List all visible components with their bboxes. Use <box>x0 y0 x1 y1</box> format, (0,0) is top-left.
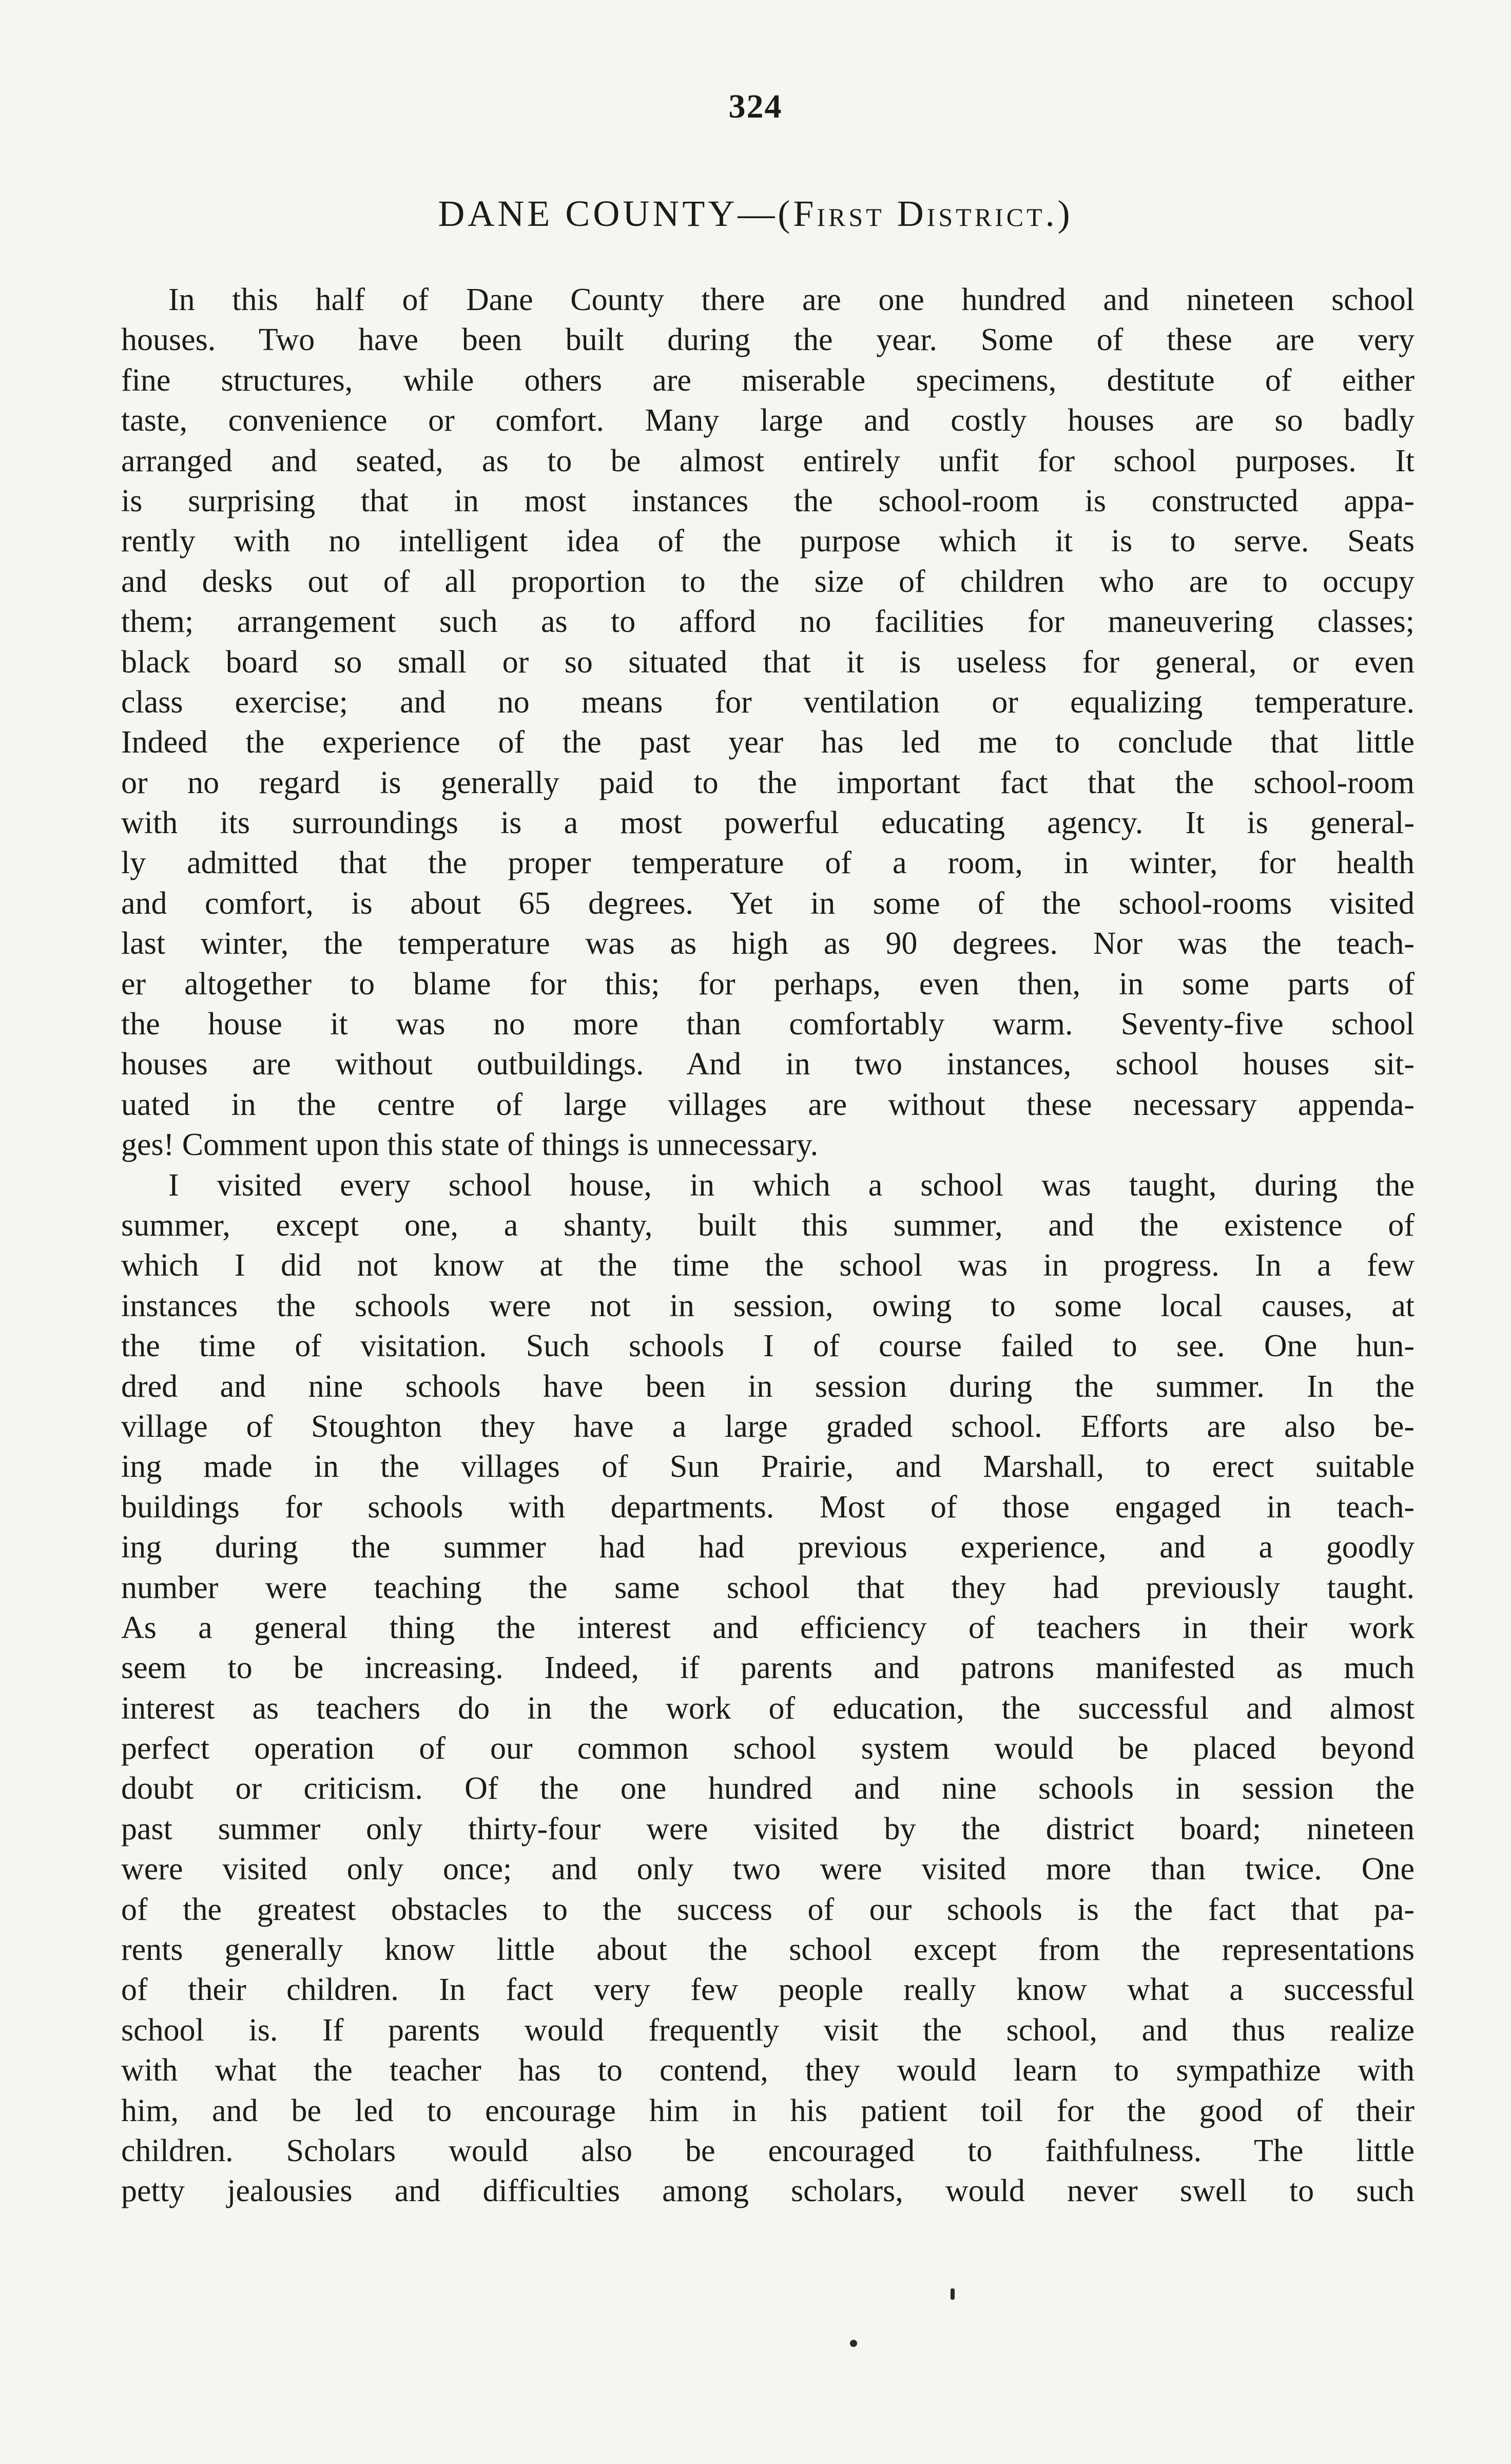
text-line: summer, except one, a shanty, built this summer, and the existence of <box>121 1207 1415 1243</box>
text-line: them; arrangement such as to afford no facilities for maneuvering classes; <box>121 604 1415 640</box>
scan-speck <box>951 2288 955 2300</box>
text-line: or no regard is generally paid to the important fact that the school-room <box>121 765 1415 800</box>
text-line: seem to be increasing. Indeed, if parents and patrons manifested as much <box>121 1650 1415 1686</box>
text-line: interest as teachers do in the work of education, the successful and almost <box>121 1690 1415 1726</box>
text-line: houses. Two have been built during the year. Some of these are very <box>121 322 1415 358</box>
text-line: fine structures, while others are miserable specimens, destitute of either <box>121 362 1415 398</box>
text-line: is surprising that in most instances the school-room is constructed appa- <box>121 483 1415 518</box>
text-line: In this half of Dane County there are one hundred and nineteen school <box>168 282 1415 317</box>
text-line: er altogether to blame for this; for perhaps, even then, in some parts of <box>121 966 1415 1002</box>
text-line: rently with no intelligent idea of the purpose which it is to serve. Seats <box>121 524 1415 559</box>
text-line: past summer only thirty-four were visited by the district board; nineteen <box>121 1811 1415 1846</box>
text-line: black board so small or so situated that it is useless for general, or even <box>121 644 1415 680</box>
text-line: I visited every school house, in which a school was taught, during the <box>168 1167 1415 1203</box>
text-line: with its surroundings is a most powerful educating agency. It is general- <box>121 805 1415 841</box>
text-line: Indeed the experience of the past year has led me to conclude that little <box>121 725 1415 760</box>
text-line: children. Scholars would also be encouraged to faithfulness. The little <box>121 2133 1415 2168</box>
text-line: village of Stoughton they have a large graded school. Efforts are also be- <box>121 1409 1415 1444</box>
text-line: rents generally know little about the school except from the representations <box>121 1932 1415 1968</box>
text-line: doubt or criticism. Of the one hundred and nine schools in session the <box>121 1771 1415 1806</box>
text-line: school is. If parents would frequently visit the school, and thus realize <box>121 2012 1415 2048</box>
text-line: houses are without outbuildings. And in two instances, school houses sit- <box>121 1047 1415 1082</box>
text-line: with what the teacher has to contend, they would learn to sympathize with <box>121 2053 1415 2088</box>
text-line: petty jealousies and difficulties among scholars, would never swell to such <box>121 2173 1415 2209</box>
page-number: 324 <box>728 88 783 125</box>
text-line: ing during the summer had had previous experience, and a goodly <box>121 1530 1415 1565</box>
text-line: and comfort, is about 65 degrees. Yet in some of the school-rooms visited <box>121 886 1415 921</box>
paragraph-2 <box>121 1165 1415 2211</box>
text-line: and desks out of all proportion to the size of children who are to occupy <box>121 564 1415 599</box>
scan-speck <box>850 2340 857 2347</box>
text-line: number were teaching the same school that they had previously taught. <box>121 1570 1415 1605</box>
text-line: were visited only once; and only two were visited more than twice. One <box>121 1852 1415 1887</box>
paragraph-1 <box>121 280 1415 1165</box>
text-line: ly admitted that the proper temperature of a room, in winter, for health <box>121 845 1415 881</box>
text-line: dred and nine schools have been in session during the summer. In the <box>121 1369 1415 1404</box>
body-text <box>121 280 1415 2211</box>
text-line: instances the schools were not in session, owing to some local causes, at <box>121 1288 1415 1323</box>
text-line: class exercise; and no means for ventilation or equalizing temperature. <box>121 684 1415 720</box>
text-line: taste, convenience or comfort. Many large and costly houses are so badly <box>121 403 1415 438</box>
text-line: the house it was no more than comfortably warm. Seventy-five school <box>121 1007 1415 1042</box>
heading-district: (First District.) <box>778 193 1073 234</box>
text-line: of the greatest obstacles to the success of our schools is the fact that pa- <box>121 1892 1415 1927</box>
heading-county: DANE COUNTY <box>438 193 738 234</box>
text-line: As a general thing the interest and efficiency of teachers in their work <box>121 1610 1415 1645</box>
text-line: which I did not know at the time the school was in progress. In a few <box>121 1248 1415 1283</box>
text-line: him, and be led to encourage him in his patient toil for the good of their <box>121 2093 1415 2128</box>
text-line: perfect operation of our common school system would be placed beyond <box>121 1731 1415 1766</box>
text-line: arranged and seated, as to be almost entirely unfit for school purposes. It <box>121 443 1415 478</box>
text-line: ing made in the villages of Sun Prairie, and Marshall, to erect suitable <box>121 1449 1415 1485</box>
text-line: ges! Comment upon this state of things is unnecessary. <box>121 1127 819 1163</box>
text-line: uated in the centre of large villages are without these necessary appenda- <box>121 1087 1415 1122</box>
text-line: of their children. In fact very few people really know what a successful <box>121 1972 1415 2008</box>
text-line: the time of visitation. Such schools I of course failed to see. One hun- <box>121 1329 1415 1364</box>
text-line: last winter, the temperature was as high as 90 degrees. Nor was the teach- <box>121 926 1415 961</box>
text-line: buildings for schools with departments. Most of those engaged in teach- <box>121 1489 1415 1525</box>
section-heading: DANE COUNTY—(First District.) <box>438 193 1073 234</box>
